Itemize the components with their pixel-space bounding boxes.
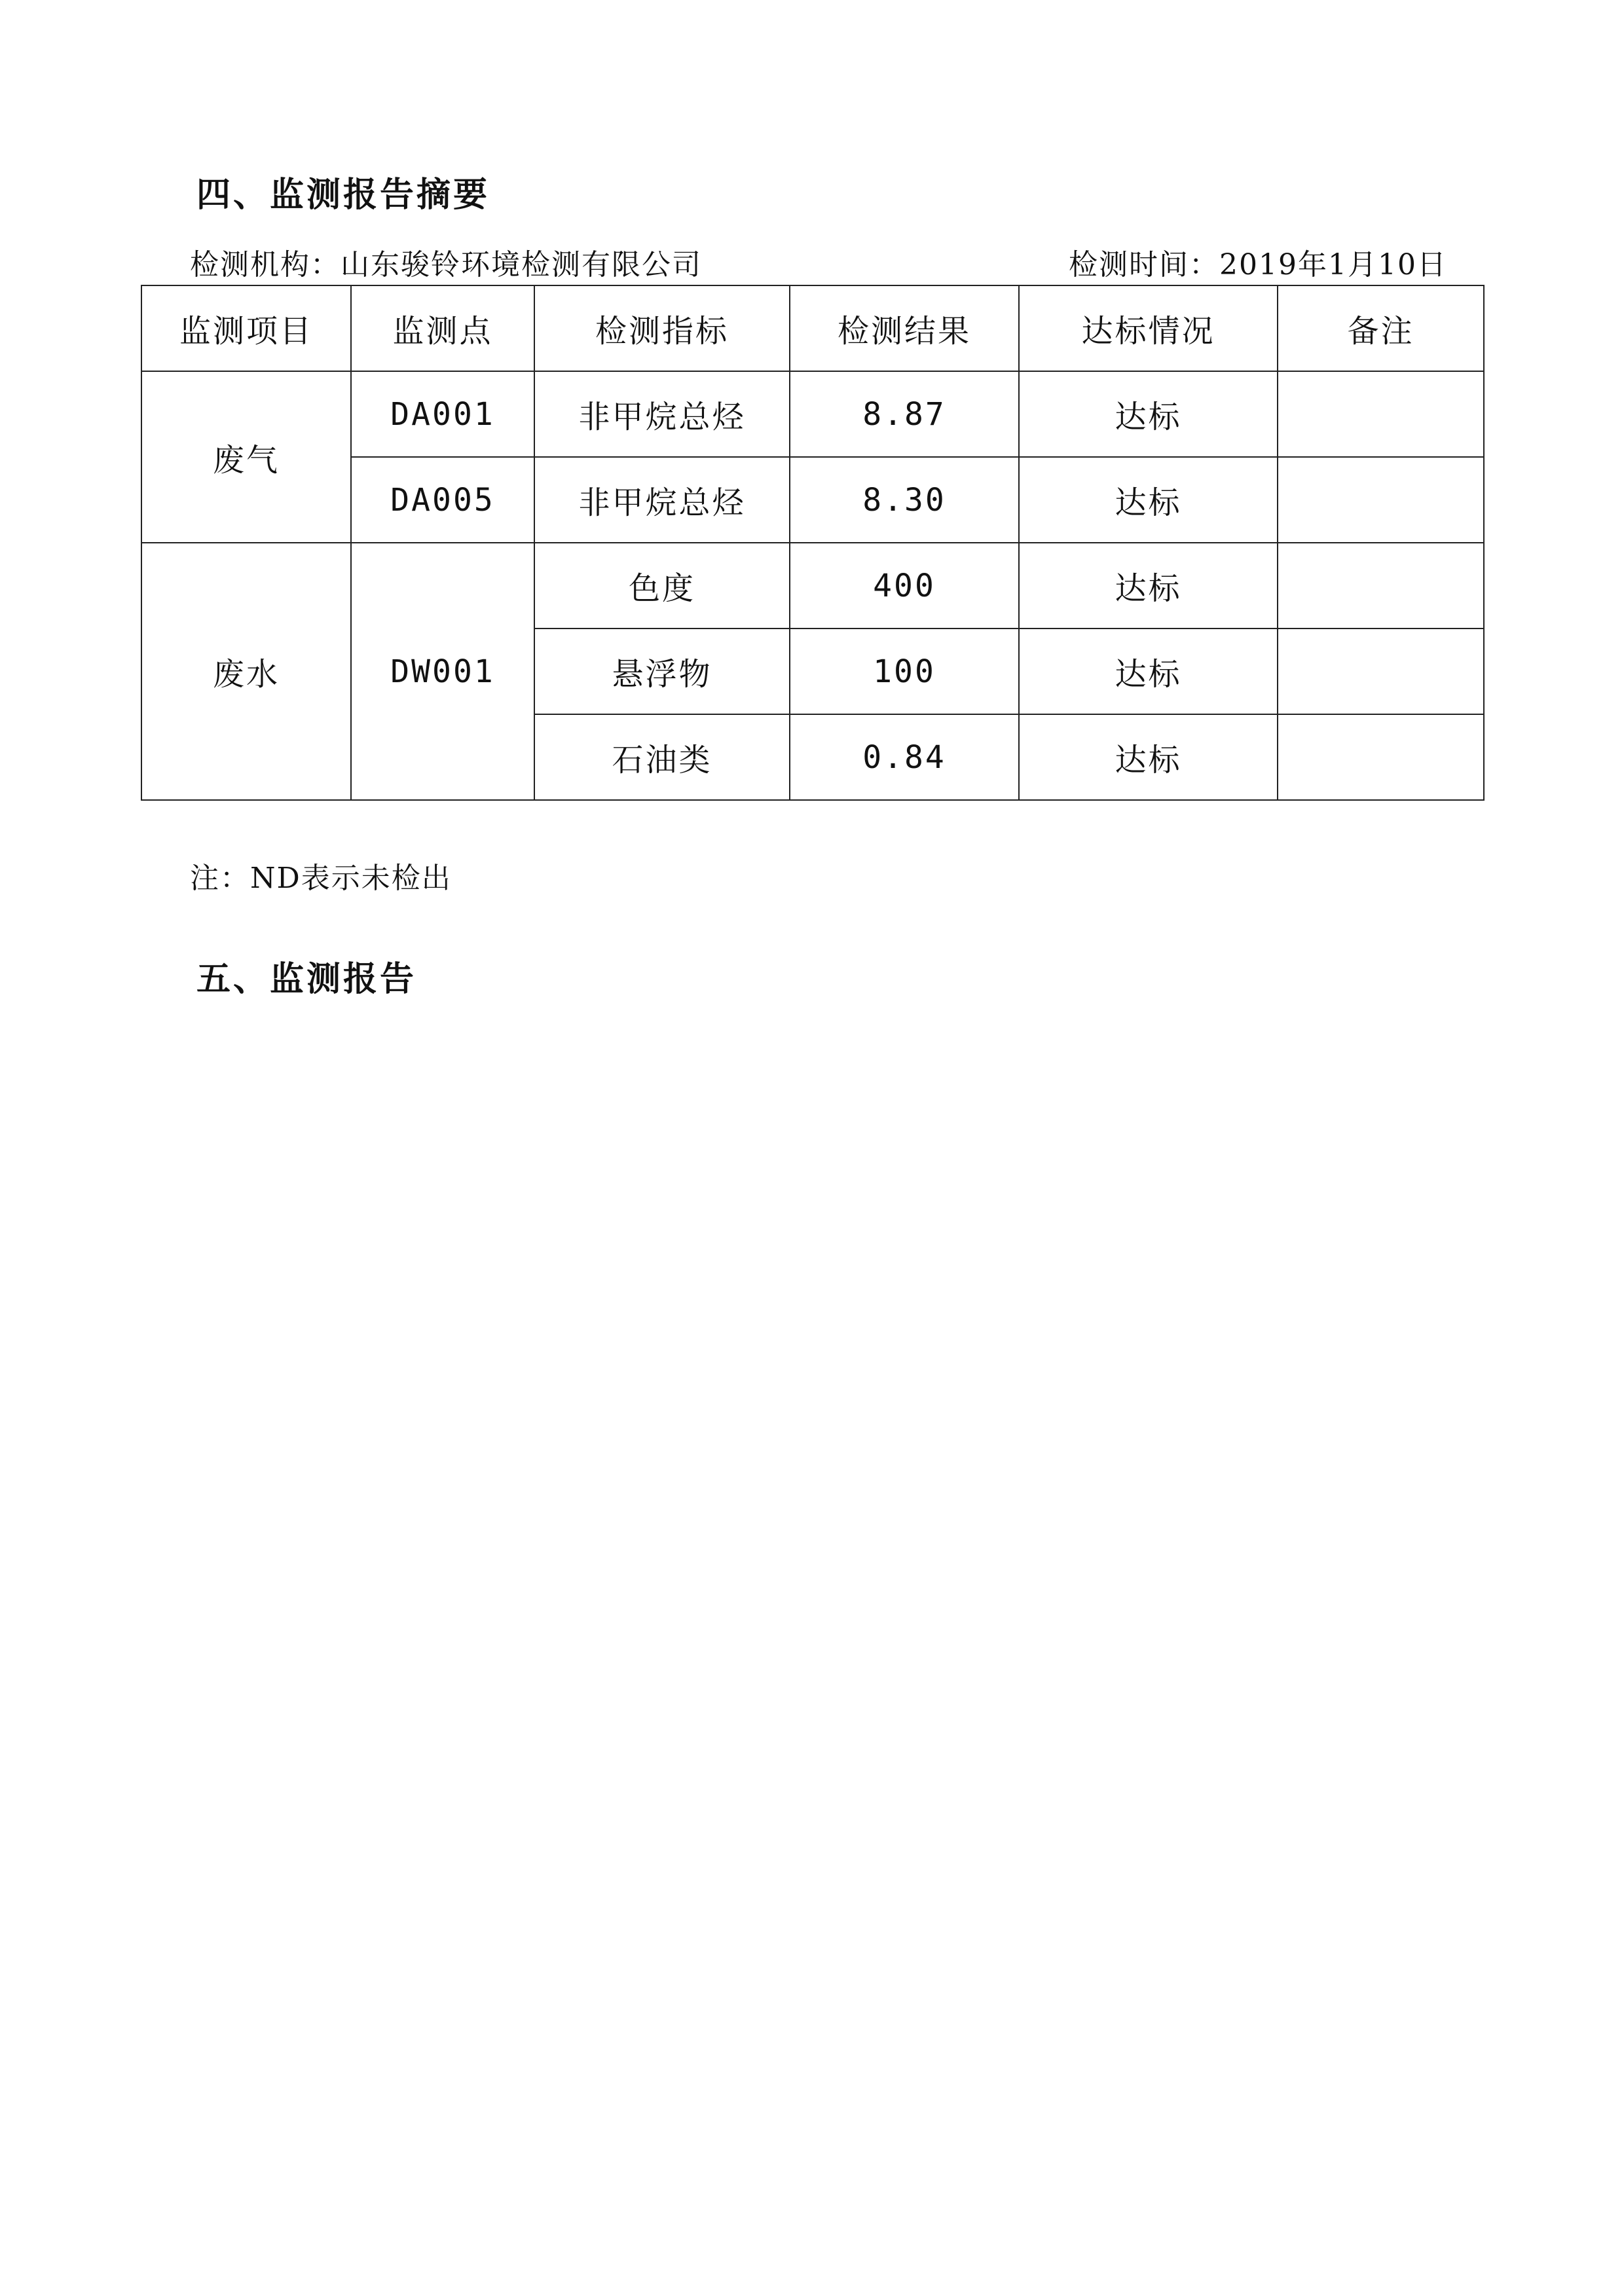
section-heading-report: 五、监测报告: [196, 960, 417, 999]
cell-indicator: 悬浮物: [534, 629, 790, 714]
table-row: [141, 543, 1484, 629]
cell-item-wastewater: 废水: [141, 543, 351, 800]
cell-indicator: 色度: [534, 543, 790, 629]
cell-result: 8.30: [790, 457, 1019, 543]
testing-date: 检测时间：2019年1月10日: [1069, 248, 1447, 282]
cell-indicator: 非甲烷总烃: [534, 371, 790, 457]
header-remark: 备注: [1278, 285, 1484, 371]
cell-result: 400: [790, 543, 1019, 629]
monitoring-summary-table: [141, 285, 1485, 801]
cell-point: DW001: [351, 543, 534, 800]
cell-status: 达标: [1019, 714, 1278, 800]
cell-remark: [1278, 457, 1484, 543]
cell-indicator: 非甲烷总烃: [534, 457, 790, 543]
cell-remark: [1278, 543, 1484, 629]
cell-remark: [1278, 714, 1484, 800]
cell-status: 达标: [1019, 543, 1278, 629]
header-result: 检测结果: [790, 285, 1019, 371]
cell-result: 100: [790, 629, 1019, 714]
cell-result: 0.84: [790, 714, 1019, 800]
testing-agency: 检测机构：山东骏铃环境检测有限公司: [190, 248, 702, 282]
header-indicator: 检测指标: [534, 285, 790, 371]
table-note: 注：ND表示未检出: [190, 862, 452, 895]
report-meta: [190, 246, 1447, 285]
cell-status: 达标: [1019, 629, 1278, 714]
header-point: 监测点: [351, 285, 534, 371]
cell-indicator: 石油类: [534, 714, 790, 800]
table-header-row: [141, 285, 1484, 371]
cell-result: 8.87: [790, 371, 1019, 457]
cell-item-exhaust: 废气: [141, 371, 351, 543]
cell-remark: [1278, 629, 1484, 714]
cell-point: DA005: [351, 457, 534, 543]
header-status: 达标情况: [1019, 285, 1278, 371]
section-heading-summary: 四、监测报告摘要: [196, 175, 490, 215]
cell-status: 达标: [1019, 457, 1278, 543]
header-item: 监测项目: [141, 285, 351, 371]
cell-status: 达标: [1019, 371, 1278, 457]
cell-remark: [1278, 371, 1484, 457]
table-row: [141, 371, 1484, 457]
cell-point: DA001: [351, 371, 534, 457]
